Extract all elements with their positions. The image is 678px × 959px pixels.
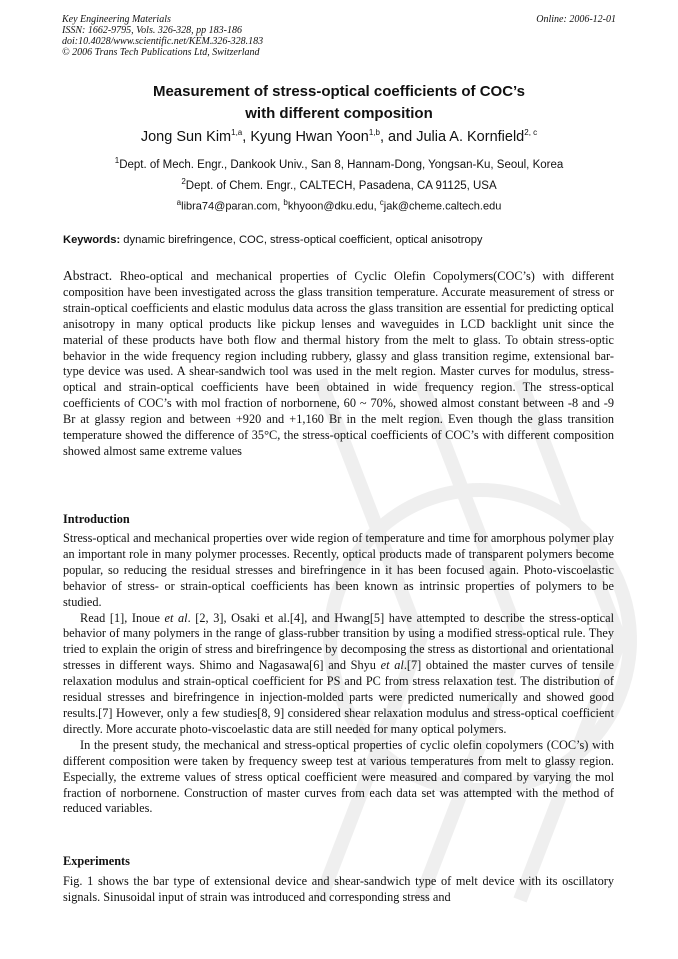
keywords-text: dynamic birefringence, COC, stress-optical coefficient, optical anisotropy xyxy=(120,234,483,246)
experiments-body xyxy=(63,874,614,906)
paper-title xyxy=(62,81,616,125)
email-marker: c xyxy=(379,198,384,207)
copyright-line: © 2006 Trans Tech Publications Ltd, Switzerland xyxy=(62,47,260,58)
intro-paragraph-2 xyxy=(63,611,614,738)
experiments-heading: Experiments xyxy=(63,854,130,868)
abstract xyxy=(63,268,614,460)
affiliation-2 xyxy=(62,177,616,192)
et-al: et al xyxy=(164,610,188,625)
affil-text: Dept. of Mech. Engr., Dankook Univ., San 8, Hannam-Dong, Yongsan-Ku, Seoul, Korea xyxy=(119,158,564,171)
title-line-1: Measurement of stress-optical coefficients of COC’s xyxy=(152,83,526,100)
author-3: Julia A. Kornfield xyxy=(416,128,525,145)
affil-marker: 1 xyxy=(114,156,120,165)
author-1: Jong Sun Kim xyxy=(140,128,232,145)
affiliation-1 xyxy=(62,156,616,171)
journal-name: Key Engineering Materials xyxy=(62,14,171,25)
issn-line: ISSN: 1662-9795, Vols. 326-328, pp 183-186 xyxy=(62,25,242,36)
intro-paragraph-3: In the present study, the mechanical and stress-optical properties of cyclic olefin copolymers (COC’s) with different composition were taken by frequency sweep test at various temperatures from melt to glassy region. Especially, the extreme values of stress optical coefficient were measured and compared by varying the mol fraction of norbornene. Construction of master curves from each data set was attempted with the method of reduced variables. xyxy=(63,737,614,816)
introduction-heading: Introduction xyxy=(63,512,130,526)
author-1-affil: 1,a xyxy=(231,128,243,137)
author-list xyxy=(62,128,616,145)
author-separator: , xyxy=(242,128,251,145)
email-a: libra74@paran.com, xyxy=(181,200,284,213)
affil-marker: 2 xyxy=(181,177,186,186)
et-al: et al xyxy=(380,658,404,673)
journal-header xyxy=(62,14,616,58)
title-line-2: with different composition xyxy=(245,105,433,122)
author-separator: , and xyxy=(379,128,417,145)
email-list xyxy=(62,198,616,213)
paragraph-text: Read [1], Inoue xyxy=(80,610,165,625)
exp-paragraph-1: Fig. 1 shows the bar type of extensional device and shear-sandwich type of melt device with its oscillatory signals. Sinusoidal input of strain was introduced and corresponding stress and xyxy=(63,874,614,904)
email-b: khyoon@dku.edu, xyxy=(287,200,380,213)
author-2-affil: 1,b xyxy=(368,128,380,137)
abstract-label: Abstract. xyxy=(63,268,113,283)
paragraph-text: . [2, 3], Osaki et al.[4], and Hwang[5] have attempted to describe the stress-optical behavior of many polymers in the range of glass-rubber transition by using a modified stress-optical rule. They tried to explain the origin of stress and birefringence by decomposing the stress as distortional and orientational stresses in different ways. Shimo and Nagasawa[6] and Shyu xyxy=(63,610,614,673)
doi-line: doi:10.4028/www.scientific.net/KEM.326-328.183 xyxy=(62,36,264,47)
online-date: Online: 2006-12-01 xyxy=(536,14,616,25)
email-c: jak@cheme.caltech.edu xyxy=(383,200,502,213)
email-marker: b xyxy=(283,198,288,207)
keywords-label: Keywords: xyxy=(63,234,121,246)
keywords xyxy=(63,234,617,246)
abstract-text: Rheo-optical and mechanical properties of Cyclic Olefin Copolymers(COC’s) with different composition have been investigated across the glass transition temperature. Accurate measurement of stress or strain-optical coefficients and elastic modulus data across the glass transition are essential for predicting optical anisotropy in many optical products like pickup lenses and waveguides in LCD backlight unit since the material of these products have both flow and thermal history from the melt to glass. To obtain stress-optic behavior in the wide frequency region including rubbery, glassy and glass transition regime, extensional bar-type device was used. A shear-sandwich tool was used in the melt region. Master curves for modulus, stress-optical and strain-optical coefficients have been obtained in wide frequency region. The stress-optical coefficients of COC’s with mol fraction of norbornene, 60 ~ 70%, showed almost constant between -8 and -9 Br at glassy region and between +920 and +1,160 Br in the melt region. Even though the glass transition temperature showed the difference of 35°C, the stress-optical coefficients of COC’s with different composition showed almost same extreme values xyxy=(63,269,614,458)
paragraph-text: .[7] obtained the master curves of tensile relaxation modulus and strain-optical coefficient for PS and PC from stress relaxation test. The distribution of residual stresses and birefringence in injection-molded parts were predicted numerically and showed good results.[7] However, only a few studies[8, 9] considered shear relaxation modulus and stress-optical coefficient directly. More accurate photo-viscoelastic data are still needed for many optical polymers. xyxy=(63,658,614,736)
author-2: Kyung Hwan Yoon xyxy=(250,128,369,145)
intro-paragraph-1: Stress-optical and mechanical properties over wide region of temperature and time for amorphous polymer play an important role in many polymer processes. Recently, optical products made of transparent polymers become popular, so reducing the residual stresses and birefringence in it has been focused again. Photo-viscoelastic behavior of stress- or strain-optical coefficients has been known as intrinsic properties of polymers to be studied. xyxy=(63,531,614,609)
author-3-affil: 2, c xyxy=(524,128,538,137)
affil-text: Dept. of Chem. Engr., CALTECH, Pasadena, CA 91125, USA xyxy=(185,179,497,192)
email-marker: a xyxy=(176,198,182,207)
introduction-body xyxy=(63,531,614,817)
